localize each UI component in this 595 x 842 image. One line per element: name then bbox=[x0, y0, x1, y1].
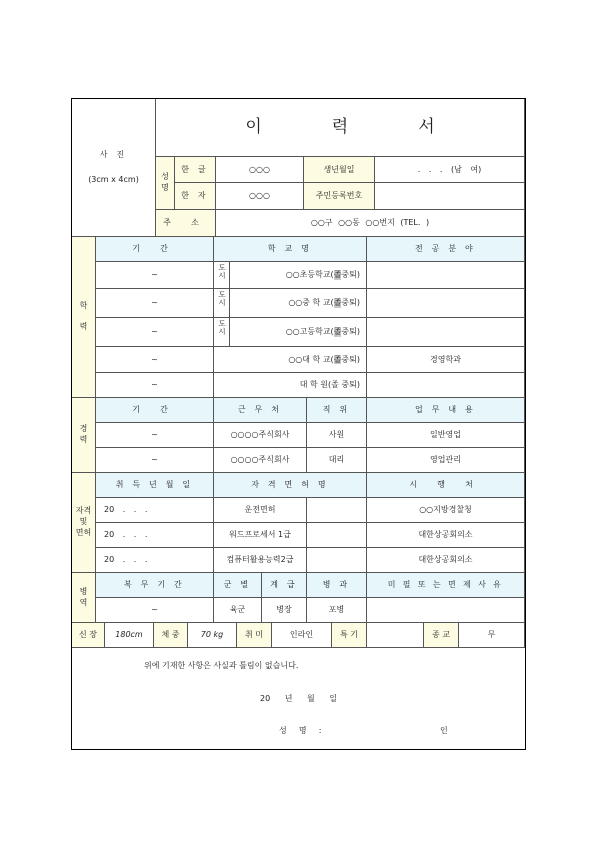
license-extra-field[interactable] bbox=[307, 548, 367, 573]
edu-school-field[interactable] bbox=[214, 289, 367, 318]
edu-header-major: 전 공 분 야 bbox=[367, 237, 525, 262]
military-type-field[interactable]: 포병 bbox=[307, 598, 367, 623]
edu-dropout-mark: 중퇴) bbox=[341, 327, 360, 337]
edu-header-period: 기 간 bbox=[96, 237, 214, 262]
military-section-label: 병 역 bbox=[72, 573, 96, 623]
religion-field[interactable]: 무 bbox=[459, 623, 525, 648]
edu-major-field[interactable]: 경영학과 bbox=[367, 347, 525, 373]
edu-dropout-mark: 중퇴) bbox=[341, 298, 360, 308]
skill-field[interactable] bbox=[367, 623, 424, 648]
edu-school-field[interactable] bbox=[214, 318, 367, 347]
hangul-name-field[interactable]: ○○○ bbox=[216, 157, 304, 183]
edu-dropout-mark: 중퇴) bbox=[341, 354, 360, 364]
edu-school-field[interactable] bbox=[214, 373, 367, 398]
license-date-field[interactable]: 20 . . . bbox=[96, 523, 214, 548]
license-header-name: 자 격 면 허 명 bbox=[214, 473, 367, 498]
career-header-period: 기 간 bbox=[96, 398, 214, 423]
license-name-field[interactable]: 컴퓨터활용능력2급 bbox=[214, 548, 307, 573]
edu-header-school: 학 교 명 bbox=[214, 237, 367, 262]
edu-major-field[interactable] bbox=[367, 373, 525, 398]
career-header-position: 직 위 bbox=[307, 398, 367, 423]
license-extra-field[interactable] bbox=[307, 498, 367, 523]
license-name-field[interactable]: 운전면허 bbox=[214, 498, 307, 523]
address-label: 주 소 bbox=[156, 210, 216, 237]
license-name-field[interactable]: 워드프로세서 1급 bbox=[214, 523, 307, 548]
education-section-label: 학 력 bbox=[72, 237, 96, 398]
edu-city-label: 도 시 bbox=[218, 290, 226, 307]
edu-period-field[interactable]: ~ bbox=[96, 262, 214, 289]
license-header-date: 취 득 년 월 일 bbox=[96, 473, 214, 498]
hanja-label: 한 자 bbox=[175, 183, 216, 210]
edu-graduated-mark: 졸 bbox=[333, 327, 342, 337]
edu-period-field[interactable]: ~ bbox=[96, 373, 214, 398]
edu-city-label: 도 시 bbox=[218, 263, 226, 280]
birth-field[interactable]: . . . (남 여) bbox=[375, 157, 525, 183]
address-field[interactable]: ○○구 ○○동 ○○번지 (TEL. ) bbox=[216, 210, 525, 237]
license-header-issuer: 시 행 처 bbox=[367, 473, 525, 498]
career-period-field[interactable]: ~ bbox=[96, 448, 214, 473]
military-reason-field[interactable] bbox=[367, 598, 525, 623]
hobby-field[interactable]: 인라인 bbox=[272, 623, 332, 648]
resident-field[interactable] bbox=[375, 183, 525, 210]
edu-major-field[interactable] bbox=[367, 262, 525, 289]
edu-graduated-mark: 졸 bbox=[333, 298, 342, 308]
military-header-branch: 군 별 bbox=[214, 573, 262, 598]
military-branch-field[interactable]: 육군 bbox=[214, 598, 262, 623]
signature-label: 성 명 : bbox=[279, 726, 327, 736]
edu-city-divider bbox=[229, 289, 230, 318]
edu-city-divider bbox=[229, 318, 230, 347]
career-company-field[interactable]: ○○○○주식회사 bbox=[214, 448, 307, 473]
military-rank-field[interactable]: 병장 bbox=[262, 598, 307, 623]
military-header-type: 병 과 bbox=[307, 573, 367, 598]
career-header-company: 근 무 처 bbox=[214, 398, 307, 423]
edu-school-name: ○○대 학 교( bbox=[288, 354, 334, 364]
edu-school-field[interactable] bbox=[214, 347, 367, 373]
license-issuer-field[interactable]: 대한상공회의소 bbox=[367, 548, 525, 573]
height-field[interactable]: 180cm bbox=[105, 623, 154, 648]
edu-period-field[interactable]: ~ bbox=[96, 289, 214, 318]
skill-label: 특 기 bbox=[332, 623, 367, 648]
photo-size: (3cm x 4cm) bbox=[88, 174, 139, 184]
birth-label: 생년월일 bbox=[304, 157, 375, 183]
edu-period-field[interactable]: ~ bbox=[96, 347, 214, 373]
license-issuer-field[interactable]: 대한상공회의소 bbox=[367, 523, 525, 548]
edu-city-label: 도 시 bbox=[218, 319, 226, 336]
career-position-field[interactable]: 사원 bbox=[307, 423, 367, 448]
edu-graduated-mark: 졸 bbox=[333, 270, 342, 280]
edu-major-field[interactable] bbox=[367, 289, 525, 318]
edu-graduated-mark: 졸 bbox=[333, 354, 342, 364]
license-date-field[interactable]: 20 . . . bbox=[96, 548, 214, 573]
career-company-field[interactable]: ○○○○주식회사 bbox=[214, 423, 307, 448]
edu-school-field[interactable] bbox=[214, 262, 367, 289]
declaration-date[interactable]: 20 년 월 일 bbox=[260, 694, 337, 704]
edu-school-name: 대 학 원(졸 중퇴) bbox=[299, 380, 360, 390]
hanja-name-field[interactable]: ○○○ bbox=[216, 183, 304, 210]
page-title: 이 력 서 bbox=[156, 99, 525, 157]
edu-dropout-mark: 중퇴) bbox=[341, 270, 360, 280]
military-period-field[interactable]: ~ bbox=[96, 598, 214, 623]
military-header-period: 복 무 기 간 bbox=[96, 573, 214, 598]
career-header-duty: 업 무 내 용 bbox=[367, 398, 525, 423]
license-extra-field[interactable] bbox=[307, 523, 367, 548]
edu-school-name: ○○중 학 교( bbox=[288, 298, 334, 308]
career-period-field[interactable]: ~ bbox=[96, 423, 214, 448]
license-section-label: 자격 및 면허 bbox=[72, 473, 96, 573]
name-group-label: 성 명 bbox=[156, 157, 175, 210]
military-header-rank: 계 급 bbox=[262, 573, 307, 598]
military-header-reason: 미 필 또 는 면 제 사 유 bbox=[367, 573, 525, 598]
height-label: 신 장 bbox=[72, 623, 105, 648]
license-date-field[interactable]: 20 . . . bbox=[96, 498, 214, 523]
career-duty-field[interactable]: 일반영업 bbox=[367, 423, 525, 448]
declaration-statement: 위에 기재한 사항은 사실과 틀림이 없습니다. bbox=[144, 661, 299, 671]
declaration-area bbox=[72, 648, 525, 749]
weight-field[interactable]: 70 kg bbox=[188, 623, 237, 648]
career-section-label: 경 력 bbox=[72, 398, 96, 473]
career-duty-field[interactable]: 영업관리 bbox=[367, 448, 525, 473]
edu-period-field[interactable]: ~ bbox=[96, 318, 214, 347]
weight-label: 체 중 bbox=[154, 623, 188, 648]
edu-city-divider bbox=[229, 262, 230, 289]
resident-label: 주민등록번호 bbox=[304, 183, 375, 210]
edu-school-name: ○○초등학교( bbox=[285, 270, 334, 280]
religion-label: 종 교 bbox=[424, 623, 459, 648]
hangul-label: 한 글 bbox=[175, 157, 216, 183]
career-position-field[interactable]: 대리 bbox=[307, 448, 367, 473]
resume-form bbox=[71, 98, 526, 750]
seal-mark[interactable]: 인 bbox=[440, 726, 448, 736]
edu-school-name: ○○고등학교( bbox=[285, 327, 334, 337]
license-issuer-field[interactable]: ○○지방경찰청 bbox=[367, 498, 525, 523]
photo-box[interactable] bbox=[72, 99, 156, 237]
edu-major-field[interactable] bbox=[367, 318, 525, 347]
photo-label: 사 진 bbox=[99, 149, 128, 159]
hobby-label: 취 미 bbox=[237, 623, 272, 648]
